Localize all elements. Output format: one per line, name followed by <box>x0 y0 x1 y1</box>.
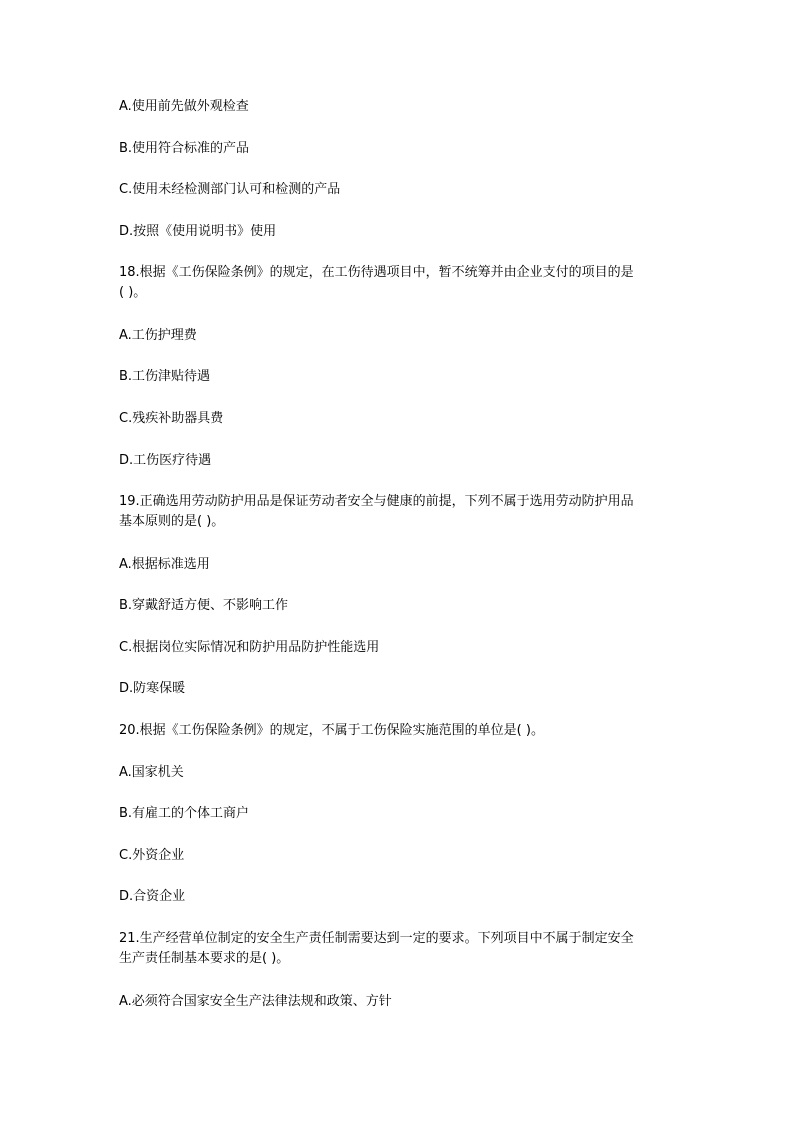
q17-option-a: A.使用前先做外观检查 <box>119 99 249 114</box>
q19-option-d: D.防寒保暖 <box>119 681 186 696</box>
q18-option-b: B.工伤津贴待遇 <box>119 369 211 384</box>
q20-option-d: D.合资企业 <box>119 889 186 904</box>
q21-question-line2: 生产责任制基本要求的是( )。 <box>119 951 290 966</box>
q18-question-line2: ( )。 <box>119 285 147 300</box>
q19-question-line1: 19.正确选用劳动防护用品是保证劳动者安全与健康的前提，下列不属于选用劳动防护用品 <box>119 494 634 509</box>
q21-question-line1: 21.生产经营单位制定的安全生产责任制需要达到一定的要求。下列项目中不属于制定安全 <box>119 931 634 946</box>
q19-question-line2: 基本原则的是( )。 <box>119 514 225 529</box>
q18-option-d: D.工伤医疗待遇 <box>119 453 212 468</box>
q19-option-b: B.穿戴舒适方便、不影响工作 <box>119 598 289 613</box>
q17-option-d: D.按照《使用说明书》使用 <box>119 224 277 239</box>
q18-question-line1: 18.根据《工伤保险条例》的规定，在工伤待遇项目中，暂不统筹并由企业支付的项目的是 <box>119 265 634 280</box>
q21-option-a: A.必须符合国家安全生产法律法规和政策、方针 <box>119 994 392 1009</box>
q18-option-c: C.残疾补助器具费 <box>119 411 224 426</box>
q20-option-c: C.外资企业 <box>119 848 185 863</box>
q20-option-a: A.国家机关 <box>119 765 184 780</box>
q17-option-c: C.使用未经检测部门认可和检测的产品 <box>119 182 341 197</box>
q20-option-b: B.有雇工的个体工商户 <box>119 806 250 821</box>
q17-option-b: B.使用符合标准的产品 <box>119 141 250 156</box>
q19-option-c: C.根据岗位实际情况和防护用品防护性能选用 <box>119 640 380 655</box>
q19-option-a: A.根据标准选用 <box>119 557 210 572</box>
q18-option-a: A.工伤护理费 <box>119 328 197 343</box>
q20-question-line1: 20.根据《工伤保险条例》的规定，不属于工伤保险实施范围的单位是( )。 <box>119 723 544 738</box>
